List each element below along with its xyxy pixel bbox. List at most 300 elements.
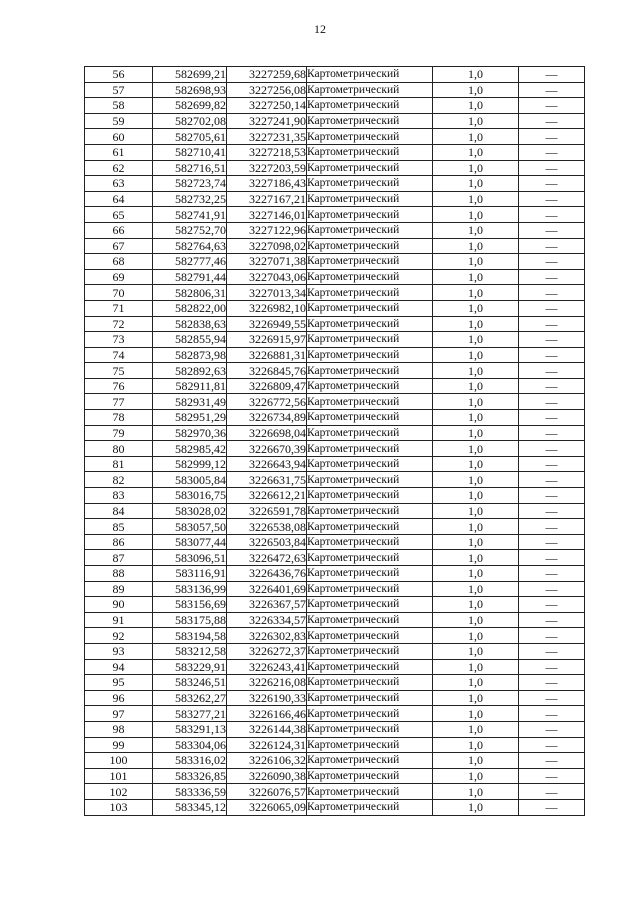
point-number-cell: 86 <box>85 534 153 550</box>
point-number-cell: 66 <box>85 222 153 238</box>
x-coordinate-cell: 583175,88 <box>153 612 227 628</box>
note-cell: — <box>519 129 585 145</box>
table-row <box>85 472 585 488</box>
point-number-cell: 72 <box>85 316 153 332</box>
table-row <box>85 753 585 769</box>
note-cell: — <box>519 394 585 410</box>
method-cell: Картометрический <box>307 753 433 769</box>
note-cell: — <box>519 316 585 332</box>
table-row <box>85 269 585 285</box>
x-coordinate-cell: 583077,44 <box>153 534 227 550</box>
method-cell: Картометрический <box>307 534 433 550</box>
note-cell: — <box>519 300 585 316</box>
x-coordinate-cell: 583246,51 <box>153 675 227 691</box>
method-cell: Картометрический <box>307 285 433 301</box>
x-coordinate-cell: 582892,63 <box>153 363 227 379</box>
point-number-cell: 91 <box>85 612 153 628</box>
point-number-cell: 92 <box>85 628 153 644</box>
method-cell: Картометрический <box>307 675 433 691</box>
note-cell: — <box>519 488 585 504</box>
table-row <box>85 316 585 332</box>
method-cell: Картометрический <box>307 222 433 238</box>
method-cell: Картометрический <box>307 113 433 129</box>
method-cell: Картометрический <box>307 706 433 722</box>
accuracy-cell: 1,0 <box>433 363 519 379</box>
note-cell: — <box>519 363 585 379</box>
accuracy-cell: 1,0 <box>433 82 519 98</box>
method-cell: Картометрический <box>307 659 433 675</box>
accuracy-cell: 1,0 <box>433 113 519 129</box>
y-coordinate-cell: 3226166,46 <box>227 706 307 722</box>
x-coordinate-cell: 583136,99 <box>153 581 227 597</box>
point-number-cell: 61 <box>85 144 153 160</box>
accuracy-cell: 1,0 <box>433 472 519 488</box>
y-coordinate-cell: 3227146,01 <box>227 207 307 223</box>
accuracy-cell: 1,0 <box>433 519 519 535</box>
note-cell: — <box>519 534 585 550</box>
method-cell: Картометрический <box>307 597 433 613</box>
note-cell: — <box>519 176 585 192</box>
note-cell: — <box>519 659 585 675</box>
table-row <box>85 550 585 566</box>
table-row <box>85 98 585 114</box>
page-number: 12 <box>314 22 326 36</box>
x-coordinate-cell: 583194,58 <box>153 628 227 644</box>
x-coordinate-cell: 582951,29 <box>153 410 227 426</box>
table-row <box>85 706 585 722</box>
accuracy-cell: 1,0 <box>433 612 519 628</box>
y-coordinate-cell: 3226982,10 <box>227 300 307 316</box>
point-number-cell: 62 <box>85 160 153 176</box>
table-row <box>85 363 585 379</box>
method-cell: Картометрический <box>307 347 433 363</box>
method-cell: Картометрический <box>307 737 433 753</box>
method-cell: Картометрический <box>307 98 433 114</box>
table-row <box>85 378 585 394</box>
accuracy-cell: 1,0 <box>433 659 519 675</box>
note-cell: — <box>519 378 585 394</box>
x-coordinate-cell: 583336,59 <box>153 784 227 800</box>
x-coordinate-cell: 582699,21 <box>153 67 227 83</box>
note-cell: — <box>519 737 585 753</box>
note-cell: — <box>519 441 585 457</box>
note-cell: — <box>519 721 585 737</box>
x-coordinate-cell: 583262,27 <box>153 690 227 706</box>
table-row <box>85 519 585 535</box>
table-row <box>85 659 585 675</box>
method-cell: Картометрический <box>307 67 433 83</box>
y-coordinate-cell: 3226949,55 <box>227 316 307 332</box>
x-coordinate-cell: 583212,58 <box>153 643 227 659</box>
y-coordinate-cell: 3227013,34 <box>227 285 307 301</box>
table-row <box>85 534 585 550</box>
note-cell: — <box>519 472 585 488</box>
table-row <box>85 675 585 691</box>
table-row <box>85 690 585 706</box>
table-row <box>85 643 585 659</box>
x-coordinate-cell: 582702,08 <box>153 113 227 129</box>
method-cell: Картометрический <box>307 394 433 410</box>
table-row <box>85 784 585 800</box>
y-coordinate-cell: 3226734,89 <box>227 410 307 426</box>
y-coordinate-cell: 3226065,09 <box>227 799 307 815</box>
y-coordinate-cell: 3226612,21 <box>227 488 307 504</box>
table-row <box>85 238 585 254</box>
accuracy-cell: 1,0 <box>433 581 519 597</box>
y-coordinate-cell: 3226772,56 <box>227 394 307 410</box>
y-coordinate-cell: 3227043,06 <box>227 269 307 285</box>
accuracy-cell: 1,0 <box>433 254 519 270</box>
accuracy-cell: 1,0 <box>433 176 519 192</box>
x-coordinate-cell: 583028,02 <box>153 503 227 519</box>
accuracy-cell: 1,0 <box>433 410 519 426</box>
table-row <box>85 721 585 737</box>
table-row <box>85 628 585 644</box>
table-row <box>85 144 585 160</box>
y-coordinate-cell: 3227167,21 <box>227 191 307 207</box>
note-cell: — <box>519 628 585 644</box>
accuracy-cell: 1,0 <box>433 378 519 394</box>
table-row <box>85 191 585 207</box>
accuracy-cell: 1,0 <box>433 706 519 722</box>
x-coordinate-cell: 582752,70 <box>153 222 227 238</box>
method-cell: Картометрический <box>307 472 433 488</box>
point-number-cell: 97 <box>85 706 153 722</box>
method-cell: Картометрический <box>307 300 433 316</box>
table-row <box>85 410 585 426</box>
table-row <box>85 441 585 457</box>
table-row <box>85 222 585 238</box>
accuracy-cell: 1,0 <box>433 675 519 691</box>
point-number-cell: 75 <box>85 363 153 379</box>
y-coordinate-cell: 3226643,94 <box>227 456 307 472</box>
note-cell: — <box>519 784 585 800</box>
point-number-cell: 70 <box>85 285 153 301</box>
table-row <box>85 425 585 441</box>
note-cell: — <box>519 222 585 238</box>
y-coordinate-cell: 3226538,08 <box>227 519 307 535</box>
point-number-cell: 58 <box>85 98 153 114</box>
x-coordinate-cell: 583016,75 <box>153 488 227 504</box>
x-coordinate-cell: 582931,49 <box>153 394 227 410</box>
point-number-cell: 103 <box>85 799 153 815</box>
method-cell: Картометрический <box>307 519 433 535</box>
accuracy-cell: 1,0 <box>433 737 519 753</box>
x-coordinate-cell: 583291,13 <box>153 721 227 737</box>
table-row <box>85 113 585 129</box>
point-number-cell: 82 <box>85 472 153 488</box>
table-row <box>85 612 585 628</box>
point-number-cell: 67 <box>85 238 153 254</box>
point-number-cell: 102 <box>85 784 153 800</box>
note-cell: — <box>519 207 585 223</box>
method-cell: Картометрический <box>307 238 433 254</box>
x-coordinate-cell: 582705,61 <box>153 129 227 145</box>
table-row <box>85 566 585 582</box>
note-cell: — <box>519 269 585 285</box>
y-coordinate-cell: 3226503,84 <box>227 534 307 550</box>
table-row <box>85 207 585 223</box>
y-coordinate-cell: 3226881,31 <box>227 347 307 363</box>
method-cell: Картометрический <box>307 160 433 176</box>
note-cell: — <box>519 160 585 176</box>
y-coordinate-cell: 3226367,57 <box>227 597 307 613</box>
point-number-cell: 85 <box>85 519 153 535</box>
y-coordinate-cell: 3226401,69 <box>227 581 307 597</box>
method-cell: Картометрический <box>307 690 433 706</box>
method-cell: Картометрический <box>307 488 433 504</box>
accuracy-cell: 1,0 <box>433 550 519 566</box>
method-cell: Картометрический <box>307 441 433 457</box>
x-coordinate-cell: 583345,12 <box>153 799 227 815</box>
method-cell: Картометрический <box>307 456 433 472</box>
x-coordinate-cell: 583229,91 <box>153 659 227 675</box>
accuracy-cell: 1,0 <box>433 799 519 815</box>
accuracy-cell: 1,0 <box>433 129 519 145</box>
x-coordinate-cell: 582732,25 <box>153 191 227 207</box>
accuracy-cell: 1,0 <box>433 534 519 550</box>
x-coordinate-cell: 583156,69 <box>153 597 227 613</box>
point-number-cell: 80 <box>85 441 153 457</box>
table-row <box>85 799 585 815</box>
x-coordinate-cell: 582806,31 <box>153 285 227 301</box>
x-coordinate-cell: 583316,02 <box>153 753 227 769</box>
method-cell: Картометрический <box>307 581 433 597</box>
method-cell: Картометрический <box>307 425 433 441</box>
y-coordinate-cell: 3226302,83 <box>227 628 307 644</box>
method-cell: Картометрический <box>307 550 433 566</box>
method-cell: Картометрический <box>307 82 433 98</box>
accuracy-cell: 1,0 <box>433 160 519 176</box>
point-number-cell: 81 <box>85 456 153 472</box>
note-cell: — <box>519 144 585 160</box>
x-coordinate-cell: 582873,98 <box>153 347 227 363</box>
x-coordinate-cell: 583057,50 <box>153 519 227 535</box>
method-cell: Картометрический <box>307 721 433 737</box>
note-cell: — <box>519 566 585 582</box>
accuracy-cell: 1,0 <box>433 425 519 441</box>
accuracy-cell: 1,0 <box>433 332 519 348</box>
note-cell: — <box>519 113 585 129</box>
point-number-cell: 96 <box>85 690 153 706</box>
y-coordinate-cell: 3227259,68 <box>227 67 307 83</box>
note-cell: — <box>519 519 585 535</box>
method-cell: Картометрический <box>307 410 433 426</box>
note-cell: — <box>519 332 585 348</box>
point-number-cell: 95 <box>85 675 153 691</box>
x-coordinate-cell: 582970,36 <box>153 425 227 441</box>
method-cell: Картометрический <box>307 316 433 332</box>
accuracy-cell: 1,0 <box>433 753 519 769</box>
accuracy-cell: 1,0 <box>433 144 519 160</box>
y-coordinate-cell: 3226106,32 <box>227 753 307 769</box>
note-cell: — <box>519 706 585 722</box>
note-cell: — <box>519 82 585 98</box>
y-coordinate-cell: 3226670,39 <box>227 441 307 457</box>
y-coordinate-cell: 3226076,57 <box>227 784 307 800</box>
point-number-cell: 74 <box>85 347 153 363</box>
point-number-cell: 73 <box>85 332 153 348</box>
method-cell: Картометрический <box>307 628 433 644</box>
point-number-cell: 88 <box>85 566 153 582</box>
x-coordinate-cell: 582764,63 <box>153 238 227 254</box>
method-cell: Картометрический <box>307 332 433 348</box>
note-cell: — <box>519 98 585 114</box>
note-cell: — <box>519 550 585 566</box>
table-row <box>85 347 585 363</box>
table-row <box>85 597 585 613</box>
x-coordinate-cell: 582716,51 <box>153 160 227 176</box>
table-row <box>85 332 585 348</box>
point-number-cell: 56 <box>85 67 153 83</box>
method-cell: Картометрический <box>307 566 433 582</box>
x-coordinate-cell: 582855,94 <box>153 332 227 348</box>
point-number-cell: 64 <box>85 191 153 207</box>
note-cell: — <box>519 456 585 472</box>
y-coordinate-cell: 3227231,35 <box>227 129 307 145</box>
y-coordinate-cell: 3227122,96 <box>227 222 307 238</box>
x-coordinate-cell: 583116,91 <box>153 566 227 582</box>
table-row <box>85 581 585 597</box>
accuracy-cell: 1,0 <box>433 628 519 644</box>
y-coordinate-cell: 3226144,38 <box>227 721 307 737</box>
method-cell: Картометрический <box>307 269 433 285</box>
x-coordinate-cell: 583005,84 <box>153 472 227 488</box>
note-cell: — <box>519 581 585 597</box>
x-coordinate-cell: 582911,81 <box>153 378 227 394</box>
accuracy-cell: 1,0 <box>433 285 519 301</box>
note-cell: — <box>519 425 585 441</box>
method-cell: Картометрический <box>307 144 433 160</box>
note-cell: — <box>519 690 585 706</box>
accuracy-cell: 1,0 <box>433 690 519 706</box>
point-number-cell: 78 <box>85 410 153 426</box>
accuracy-cell: 1,0 <box>433 222 519 238</box>
table-row <box>85 129 585 145</box>
point-number-cell: 79 <box>85 425 153 441</box>
x-coordinate-cell: 582723,74 <box>153 176 227 192</box>
x-coordinate-cell: 582777,46 <box>153 254 227 270</box>
point-number-cell: 63 <box>85 176 153 192</box>
note-cell: — <box>519 643 585 659</box>
method-cell: Картометрический <box>307 191 433 207</box>
accuracy-cell: 1,0 <box>433 67 519 83</box>
method-cell: Картометрический <box>307 799 433 815</box>
y-coordinate-cell: 3226472,63 <box>227 550 307 566</box>
table-row <box>85 456 585 472</box>
note-cell: — <box>519 503 585 519</box>
table-row <box>85 737 585 753</box>
method-cell: Картометрический <box>307 643 433 659</box>
note-cell: — <box>519 238 585 254</box>
point-number-cell: 101 <box>85 768 153 784</box>
point-number-cell: 68 <box>85 254 153 270</box>
point-number-cell: 76 <box>85 378 153 394</box>
y-coordinate-cell: 3227186,43 <box>227 176 307 192</box>
note-cell: — <box>519 191 585 207</box>
point-number-cell: 77 <box>85 394 153 410</box>
note-cell: — <box>519 410 585 426</box>
x-coordinate-cell: 582838,63 <box>153 316 227 332</box>
table-row <box>85 176 585 192</box>
point-number-cell: 100 <box>85 753 153 769</box>
table-row <box>85 394 585 410</box>
point-number-cell: 69 <box>85 269 153 285</box>
table-row <box>85 285 585 301</box>
method-cell: Картометрический <box>307 207 433 223</box>
table-row <box>85 503 585 519</box>
point-number-cell: 71 <box>85 300 153 316</box>
y-coordinate-cell: 3226698,04 <box>227 425 307 441</box>
point-number-cell: 98 <box>85 721 153 737</box>
method-cell: Картометрический <box>307 768 433 784</box>
point-number-cell: 60 <box>85 129 153 145</box>
y-coordinate-cell: 3226124,31 <box>227 737 307 753</box>
accuracy-cell: 1,0 <box>433 316 519 332</box>
accuracy-cell: 1,0 <box>433 488 519 504</box>
coordinates-table <box>84 66 585 816</box>
y-coordinate-cell: 3226845,76 <box>227 363 307 379</box>
point-number-cell: 99 <box>85 737 153 753</box>
accuracy-cell: 1,0 <box>433 503 519 519</box>
x-coordinate-cell: 583304,06 <box>153 737 227 753</box>
point-number-cell: 57 <box>85 82 153 98</box>
y-coordinate-cell: 3226190,33 <box>227 690 307 706</box>
accuracy-cell: 1,0 <box>433 441 519 457</box>
point-number-cell: 89 <box>85 581 153 597</box>
y-coordinate-cell: 3227218,53 <box>227 144 307 160</box>
method-cell: Картометрический <box>307 378 433 394</box>
point-number-cell: 93 <box>85 643 153 659</box>
table-row <box>85 67 585 83</box>
y-coordinate-cell: 3227256,08 <box>227 82 307 98</box>
x-coordinate-cell: 582698,93 <box>153 82 227 98</box>
method-cell: Картометрический <box>307 503 433 519</box>
accuracy-cell: 1,0 <box>433 300 519 316</box>
y-coordinate-cell: 3227250,14 <box>227 98 307 114</box>
note-cell: — <box>519 285 585 301</box>
accuracy-cell: 1,0 <box>433 98 519 114</box>
accuracy-cell: 1,0 <box>433 721 519 737</box>
point-number-cell: 65 <box>85 207 153 223</box>
note-cell: — <box>519 254 585 270</box>
table-row <box>85 488 585 504</box>
accuracy-cell: 1,0 <box>433 191 519 207</box>
x-coordinate-cell: 582822,00 <box>153 300 227 316</box>
y-coordinate-cell: 3226591,78 <box>227 503 307 519</box>
y-coordinate-cell: 3226272,37 <box>227 643 307 659</box>
method-cell: Картометрический <box>307 363 433 379</box>
x-coordinate-cell: 582741,91 <box>153 207 227 223</box>
accuracy-cell: 1,0 <box>433 566 519 582</box>
note-cell: — <box>519 347 585 363</box>
x-coordinate-cell: 582791,44 <box>153 269 227 285</box>
x-coordinate-cell: 582999,12 <box>153 456 227 472</box>
note-cell: — <box>519 799 585 815</box>
method-cell: Картометрический <box>307 612 433 628</box>
table-row <box>85 82 585 98</box>
point-number-cell: 94 <box>85 659 153 675</box>
accuracy-cell: 1,0 <box>433 456 519 472</box>
y-coordinate-cell: 3227098,02 <box>227 238 307 254</box>
table-row <box>85 300 585 316</box>
accuracy-cell: 1,0 <box>433 784 519 800</box>
y-coordinate-cell: 3227241,90 <box>227 113 307 129</box>
note-cell: — <box>519 753 585 769</box>
y-coordinate-cell: 3227071,38 <box>227 254 307 270</box>
accuracy-cell: 1,0 <box>433 207 519 223</box>
method-cell: Картометрический <box>307 176 433 192</box>
